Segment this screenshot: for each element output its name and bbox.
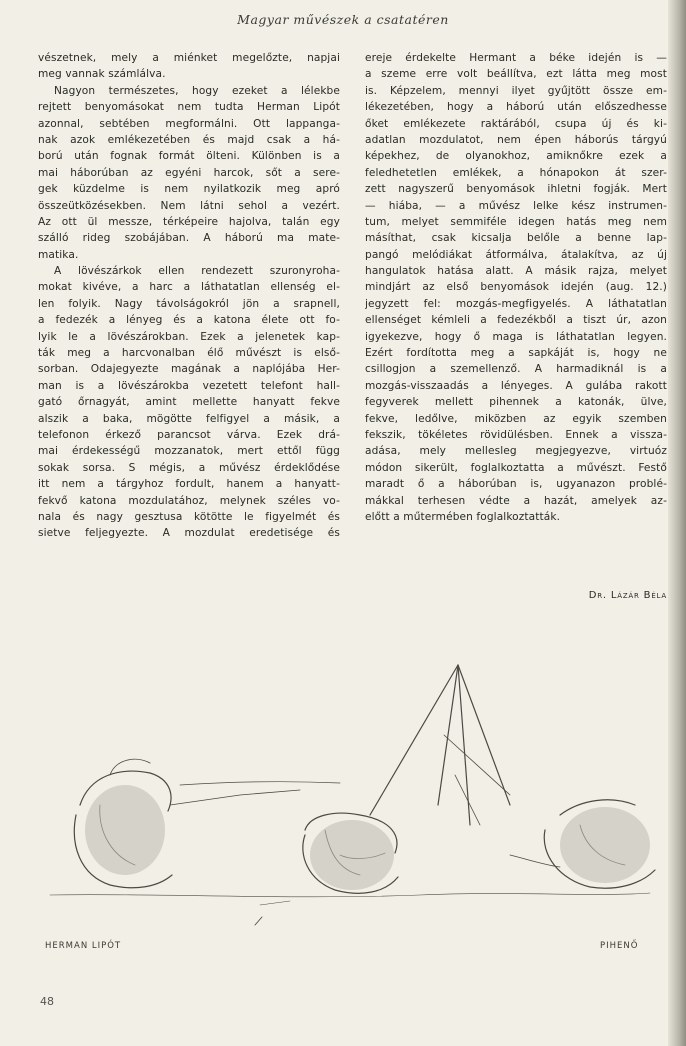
text-line: vészetnek, mely a miénket megelőzte, napjai: [38, 52, 340, 64]
text-line: maradt ő a háborúban is, ugyanazon problé-: [365, 478, 667, 491]
text-line: nala és nagy gesztusa kötötte le figyelmét és: [38, 510, 340, 523]
text-line: rejtett benyomásokat nem tudta Herman Lipót: [38, 101, 340, 114]
text-line: sorban. Odajegyezte magának a naplójába Her-: [38, 363, 340, 376]
text-line: ereje érdekelte Hermant a béke idején is —: [365, 52, 667, 64]
text-line: előtt a műtermében foglalkoztatták.: [365, 510, 561, 523]
text-line: mákkal terhesen védte a hazát, amelyek az-: [365, 494, 667, 507]
text-line: pangó melódiákat átformálva, átalakítva, az új: [365, 248, 667, 261]
text-line: len folyik. Nagy távolságokról jön a srapnell,: [38, 297, 340, 310]
text-line: feledhetetlen emlékek, a hónapokon át szer-: [365, 166, 667, 179]
text-line: fekve, ledőlve, miközben az egyik szemben: [365, 412, 667, 425]
text-line: összeütközésekben. Nem látni sehol a vezért.: [38, 199, 340, 212]
left-text-column: [38, 50, 340, 542]
text-line: adatlan mozdulatot, nem épen háborús tárgyú: [365, 133, 667, 146]
text-line: alszik a baka, mögötte felfigyel a másik, a: [38, 412, 340, 425]
text-line: módon sikerült, foglalkoztatta a művészt. Festő: [365, 461, 667, 474]
text-line: őket emlékezete raktárából, csupa új és ki-: [365, 117, 667, 130]
right-text-column: [365, 50, 667, 525]
text-line: sokak sorsa. S mégis, a művész érdeklődése: [38, 461, 340, 474]
caption-title: PIHENŐ: [600, 941, 639, 951]
text-line: ellenséget kémleli a fedezékből a tiszt úr, azon: [365, 314, 667, 327]
text-line: lyik le a lövészárokban. Ezek a jelenetek kap-: [38, 330, 340, 343]
author-signature: Dr. Lázár Béla: [588, 590, 667, 601]
text-line: ború után fognak formát ölteni. Különben is a: [38, 150, 340, 163]
text-line: tum, melyet semmiféle idegen hatás meg nem: [365, 215, 667, 228]
text-line: csillogjon a szemellenző. A harmadiknál is a: [365, 363, 667, 376]
text-line: fegyverek mellett pihennek a katonák, ülve,: [365, 396, 667, 409]
text-line: másíthat, csak kicsalja belőle a benne lap-: [365, 232, 667, 245]
text-line: itt nem a tárgyhoz fordult, hanem a hanyatt-: [38, 478, 340, 491]
text-line: azonnal, sebtében megformálni. Ott lappanga-: [38, 117, 340, 130]
text-line: Ezért fordította meg a sapkáját is, hogy ne: [365, 347, 667, 360]
text-line: telefonon érkező parancsot várva. Ezek drá-: [38, 428, 340, 441]
text-line: mai érdekességű mozzanatok, mert ettől függ: [38, 445, 340, 458]
text-line: gató őrnagyát, amint mellette hanyatt fekve: [38, 396, 340, 409]
text-line: jegyzett fel: mozgás-megfigyelés. A láthatatlan: [365, 297, 667, 310]
text-line: gek küzdelme is nem nyilatkozik meg apró: [38, 183, 340, 196]
text-line: fekvő katona mozdulatához, melynek széles vo-: [38, 494, 340, 507]
text-line: Nagyon természetes, hogy ezeket a lélekbe: [54, 84, 340, 97]
text-line: — hiába, — a művész lelke kész instrumen-: [365, 199, 667, 212]
text-line: nak azok emlékezetében és majd csak a há-: [38, 133, 340, 146]
text-line: a fedezék a lényeg és a katona élete ott fo-: [38, 314, 340, 327]
text-line: meg vannak számlálva.: [38, 68, 166, 81]
text-line: matika.: [38, 248, 79, 261]
text-line: igyekezve, hogy ő maga is láthatatlan legyen.: [365, 330, 667, 343]
text-line: képekhez, de olyanokhoz, amiknőkre ezek a: [365, 150, 667, 163]
text-line: szálló rideg szobájában. A háború ma mate-: [38, 232, 340, 245]
page-edge-shadow: [668, 0, 686, 1046]
running-header: Magyar művészek a csatatéren: [237, 12, 449, 27]
text-line: a szeme erre volt beállítva, ezt látta meg most: [365, 68, 667, 81]
text-line: hangulatok hatása alatt. A másik rajza, melyet: [365, 265, 667, 278]
text-line: lékezetében, hogy a háború után előszedhesse: [365, 101, 667, 114]
text-line: is. Képzelem, mennyi ilyet gyűjtött össze em-: [365, 84, 667, 97]
text-line: A lövészárkok ellen rendezett szuronyroha-: [54, 265, 340, 278]
page-number: 48: [40, 995, 54, 1008]
text-line: sietve feljegyezte. A mozdulat eredetisége és: [38, 527, 340, 540]
text-line: ták meg a harcvonalban élő művészt is első-: [38, 347, 340, 360]
text-line: adása, mely mellesleg megjegyezve, virtuóz: [365, 445, 667, 458]
caption-artist: HERMAN LIPÓT: [45, 941, 122, 951]
text-line: mozgás-visszaadás a lényeges. A gulába rakott: [365, 379, 667, 392]
soldiers-resting-sketch: [40, 655, 660, 935]
text-line: zett nagyszerű benyomások ihletni fogják. Mert: [365, 183, 667, 196]
text-line: fekszik, tökéletes rövidülésben. Ennek a vissza-: [365, 428, 667, 441]
text-line: mindjárt az első benyomások idején (aug. 12.): [365, 281, 667, 294]
text-line: Az ott ül messze, térképeire hajolva, talán egy: [38, 215, 340, 228]
text-line: man is a lövészárokba vezetett telefont hall-: [38, 379, 340, 392]
text-line: mai háborúban az egyéni harcok, sőt a sere-: [38, 166, 340, 179]
text-line: mokat kivéve, a harc a láthatatlan ellenség el-: [38, 281, 340, 294]
